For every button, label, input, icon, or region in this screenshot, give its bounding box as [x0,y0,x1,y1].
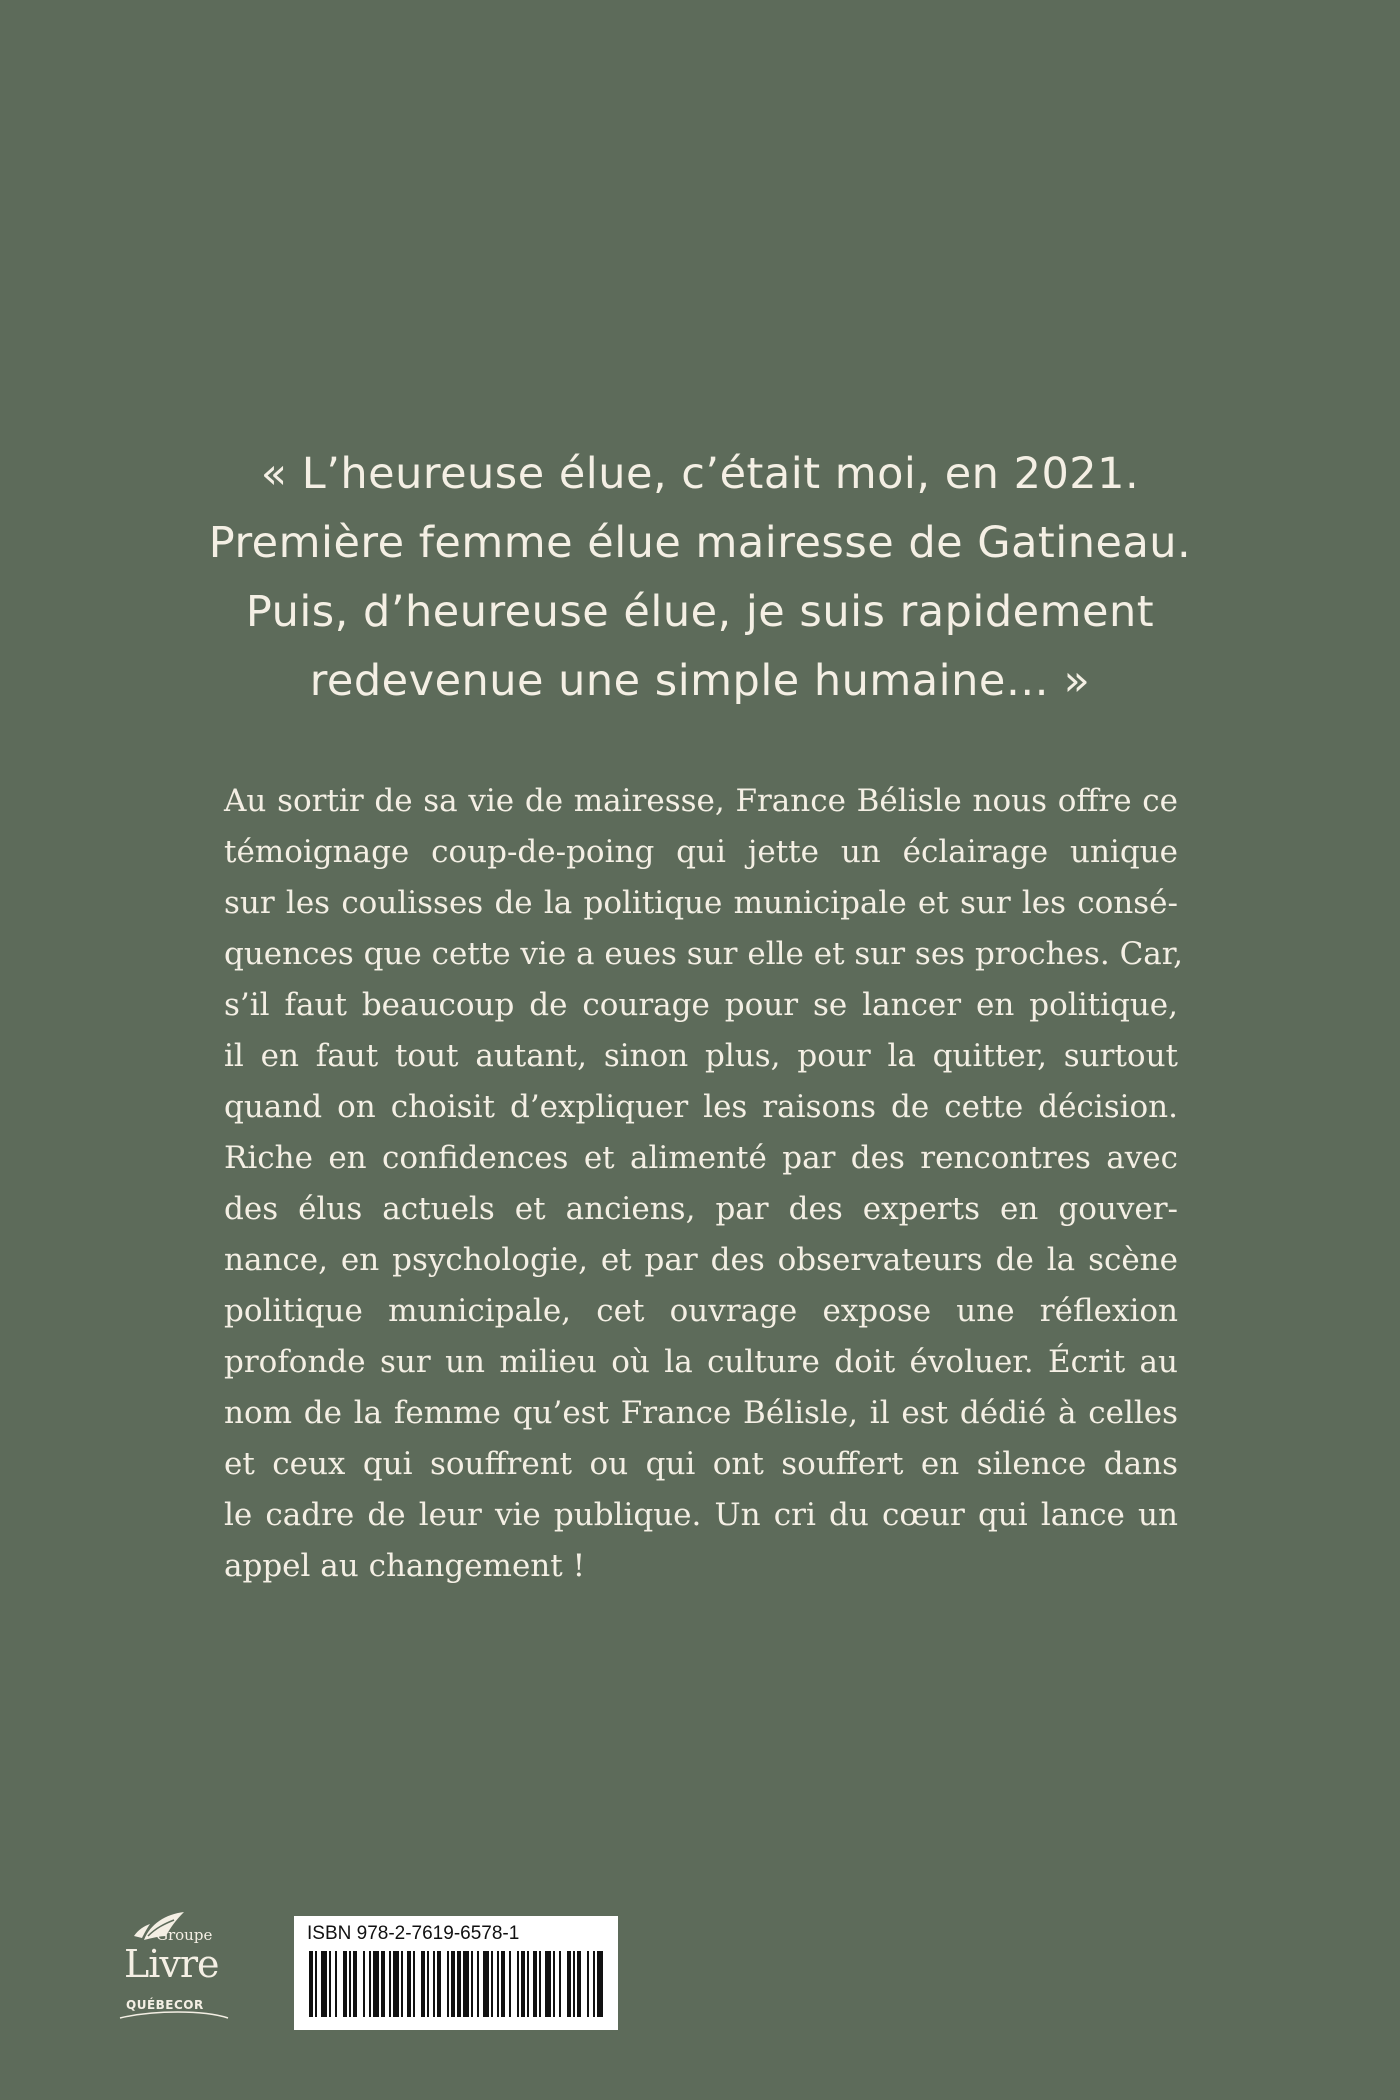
barcode-bar [451,1951,455,2017]
description-line: et ceux qui souffrent ou qui ont souffert en silence dans [224,1446,1178,1482]
description-line: Au sortir de sa vie de mairesse, France Bélisle nous offre ce [224,783,1178,819]
description-line: sur les coulisses de la politique municipale et sur les consé- [224,885,1178,921]
barcode-bar [315,1951,317,2017]
barcode-bar [427,1951,429,2017]
isbn-barcode [294,1916,618,2030]
barcode-bar [373,1951,379,2017]
barcode-bar [553,1951,555,2017]
barcode-bar [491,1951,493,2017]
barcode-bar [433,1951,435,2017]
barcode-bar [577,1951,581,2017]
barcode-bar [329,1951,331,2017]
barcode-bar [353,1951,357,2017]
barcode-bar [335,1951,337,2017]
description-line: quand on choisit d’expliquer les raisons de cette décision. [224,1089,1178,1125]
barcode-bar [509,1951,511,2017]
barcode-bar [587,1951,589,2017]
barcode-bar [463,1951,469,2017]
barcode-bar [573,1951,575,2017]
pull-quote-line: redevenue une simple humaine… » [309,656,1091,706]
description-line: appel au changement ! [224,1548,586,1584]
barcode-bar [393,1951,399,2017]
barcode-bar [407,1951,411,2017]
barcode-bar [597,1951,603,2017]
publisher-groupe: Groupe [156,1926,213,1944]
barcode-bar [389,1951,391,2017]
barcode-bar [517,1951,519,2017]
description-line: profonde sur un milieu où la culture doit évoluer. Écrit au [224,1344,1178,1380]
barcode-bar [401,1951,403,2017]
barcode-bar [421,1951,425,2017]
barcode-bar [567,1951,571,2017]
barcode-bar [349,1951,351,2017]
barcode-bar [369,1951,371,2017]
description-line: le cadre de leur vie publique. Un cri du cœur qui lance un [224,1497,1178,1533]
barcode-bar [437,1951,441,2017]
barcode-icon [307,1951,605,2017]
pull-quote-line: Puis, d’heureuse élue, je suis rapidement [245,587,1155,637]
book-description [224,776,1184,1592]
barcode-bar [477,1951,479,2017]
barcode-bar [363,1951,365,2017]
description-line: quences que cette vie a eues sur elle et sur ses proches. Car, [224,936,1184,972]
barcode-bar [501,1951,505,2017]
barcode-bar [381,1951,385,2017]
barcode-bar [413,1951,415,2017]
publisher-livre: Livre [124,1942,219,1986]
barcode-bar [457,1951,461,2017]
barcode-bar [521,1951,525,2017]
description-line: s’il faut beaucoup de courage pour se lancer en politique, [224,987,1178,1023]
barcode-bar [447,1951,449,2017]
publisher-logo [104,1906,244,2030]
description-line: nance, en psychologie, et par des observateurs de la scène [224,1242,1178,1278]
description-line: nom de la femme qu’est France Bélisle, il est dédié à celles [224,1395,1178,1431]
description-line: il en faut tout autant, sinon plus, pour la quitter, surtout [224,1038,1178,1074]
description-line: politique municipale, cet ouvrage expose une réflexion [224,1293,1178,1329]
barcode-bar [593,1951,595,2017]
isbn-label: ISBN 978-2-7619-6578-1 [307,1923,520,1944]
barcode-bar [321,1951,327,2017]
barcode-bar [483,1951,489,2017]
publisher-quebecor: QUÉBECOR [126,1998,204,2012]
barcode-bar [309,1951,313,2017]
barcode-bar [471,1951,473,2017]
pull-quote-line: Première femme élue mairesse de Gatineau. [208,518,1192,568]
barcode-bar [533,1951,537,2017]
barcode-bar [539,1951,541,2017]
pull-quote [0,440,1400,716]
pull-quote-line: « L’heureuse élue, c’était moi, en 2021. [260,449,1140,499]
barcode-bar [497,1951,499,2017]
barcode-bar [545,1951,551,2017]
barcode-bar [343,1951,347,2017]
barcode-bar [527,1951,529,2017]
description-line: des élus actuels et anciens, par des experts en gouver- [224,1191,1178,1227]
barcode-bar [559,1951,561,2017]
description-line: témoignage coup-de-poing qui jette un éclairage unique [224,834,1178,870]
description-line: Riche en confidences et alimenté par des rencontres avec [224,1140,1178,1176]
